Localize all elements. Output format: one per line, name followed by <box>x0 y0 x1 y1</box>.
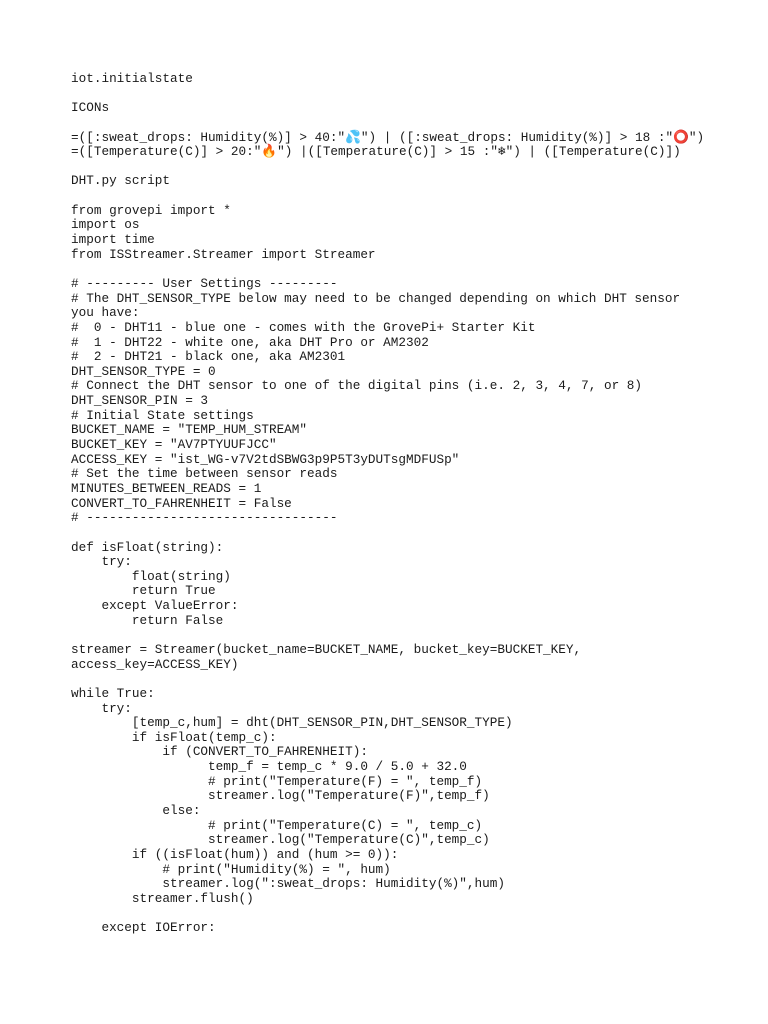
text-line: return False <box>71 612 224 628</box>
text-line: if isFloat(temp_c): <box>71 729 277 745</box>
text-line: except ValueError: <box>71 598 239 614</box>
text-line: streamer.flush() <box>71 890 254 906</box>
text-line: def isFloat(string): <box>71 539 224 555</box>
document-body <box>71 72 711 936</box>
text-line: # 1 - DHT22 - white one, aka DHT Pro or AM2302 <box>71 334 429 350</box>
text-line: CONVERT_TO_FAHRENHEIT = False <box>71 495 292 511</box>
text-line: else: <box>71 803 201 819</box>
blank-line <box>71 907 711 922</box>
text-line: =([:sweat_drops: Humidity(%)] > 40:"💦") | ([:sweat_drops: Humidity(%)] > 18 :"⭕") <box>71 129 705 145</box>
text-line: streamer.log(":sweat_drops: Humidity(%)",hum) <box>71 876 505 892</box>
text-line: try: <box>71 554 132 570</box>
text-line: from ISStreamer.Streamer import Streamer <box>71 246 376 262</box>
text-line: # Connect the DHT sensor to one of the digital pins (i.e. 2, 3, 4, 7, or 8) <box>71 378 643 394</box>
text-line: # print("Temperature(F) = ", temp_f) <box>71 773 483 789</box>
text-line: [temp_c,hum] = dht(DHT_SENSOR_PIN,DHT_SENSOR_TYPE) <box>71 715 513 731</box>
text-line: # 2 - DHT21 - black one, aka AM2301 <box>71 349 346 365</box>
text-line: MINUTES_BETWEEN_READS = 1 <box>71 480 262 496</box>
blank-line <box>71 526 711 541</box>
text-line: DHT_SENSOR_TYPE = 0 <box>71 363 216 379</box>
text-line: ACCESS_KEY = "ist_WG-v7V2tdSBWG3p9P5T3yDUTsgMDFUSp" <box>71 451 460 467</box>
text-line: =([Temperature(C)] > 20:"🔥") |([Temperature(C)] > 15 :"❄") | ([Temperature(C)]) <box>71 144 681 160</box>
blank-line <box>71 672 711 687</box>
text-line: BUCKET_NAME = "TEMP_HUM_STREAM" <box>71 422 308 438</box>
text-line: return True <box>71 583 216 599</box>
text-line: while True: <box>71 685 155 701</box>
text-line: if ((isFloat(hum)) and (hum >= 0)): <box>71 846 399 862</box>
text-line: # Set the time between sensor reads <box>71 466 338 482</box>
text-line: streamer.log("Temperature(C)",temp_c) <box>71 832 490 848</box>
text-line: import os <box>71 217 140 233</box>
blank-line <box>71 87 711 102</box>
text-line: try: <box>71 700 132 716</box>
text-line: import time <box>71 232 155 248</box>
text-line: DHT.py script <box>71 173 170 189</box>
text-line: # 0 - DHT11 - blue one - comes with the GrovePi+ Starter Kit <box>71 319 536 335</box>
blank-line <box>71 116 711 131</box>
text-line: # --------------------------------- <box>71 510 338 526</box>
text-line: temp_f = temp_c * 9.0 / 5.0 + 32.0 <box>71 759 467 775</box>
text-line: ICONs <box>71 100 110 116</box>
text-line: # print("Humidity(%) = ", hum) <box>71 861 391 877</box>
text-line: # --------- User Settings --------- <box>71 275 338 291</box>
blank-line <box>71 628 711 643</box>
text-line: DHT_SENSOR_PIN = 3 <box>71 393 209 409</box>
blank-line <box>71 189 711 204</box>
text-line: from grovepi import * <box>71 202 231 218</box>
text-line: if (CONVERT_TO_FAHRENHEIT): <box>71 744 368 760</box>
text-line: you have: <box>71 305 140 321</box>
text-line: streamer = Streamer(bucket_name=BUCKET_NAME, bucket_key=BUCKET_KEY, <box>71 641 582 657</box>
text-line: BUCKET_KEY = "AV7PTYUUFJCC" <box>71 437 277 453</box>
text-line: access_key=ACCESS_KEY) <box>71 656 239 672</box>
blank-line <box>71 262 711 277</box>
text-line: float(string) <box>71 568 231 584</box>
text-line: # Initial State settings <box>71 407 254 423</box>
text-line: # print("Temperature(C) = ", temp_c) <box>71 817 483 833</box>
blank-line <box>71 160 711 175</box>
text-line: # The DHT_SENSOR_TYPE below may need to be changed depending on which DHT sensor <box>71 290 681 306</box>
text-line: except IOError: <box>71 920 216 936</box>
text-line: iot.initialstate <box>71 71 193 86</box>
text-line: streamer.log("Temperature(F)",temp_f) <box>71 788 490 804</box>
